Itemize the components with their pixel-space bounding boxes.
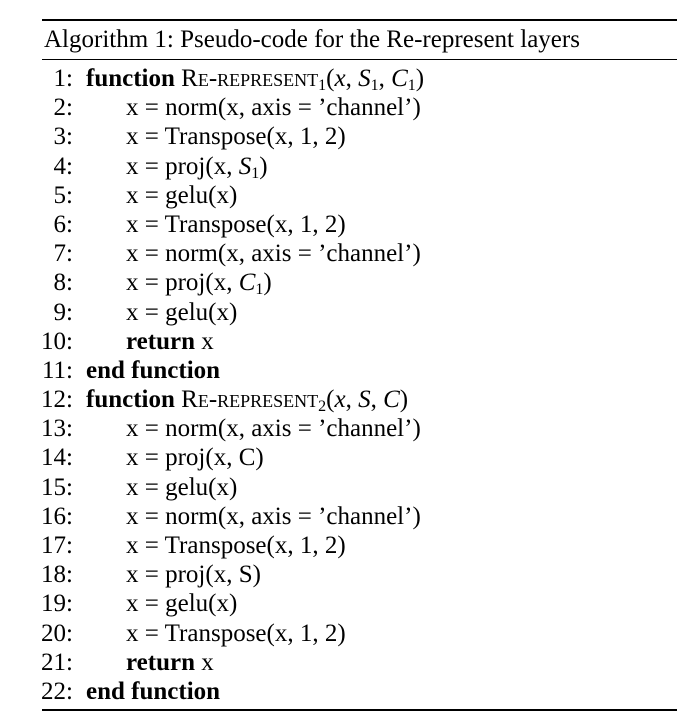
statement: x = Transpose(x, 1, 2): [126, 532, 346, 559]
algorithm-caption: Algorithm 1: Pseudo-code for the Re-represent layers: [44, 26, 580, 53]
code-line: [0, 677, 695, 706]
line-number: 12:: [41, 386, 73, 414]
code-line: [0, 473, 695, 502]
line-number: 7:: [53, 240, 73, 268]
code-line: [0, 648, 695, 677]
code-line: [0, 64, 695, 93]
line-number: 20:: [41, 619, 73, 647]
math-variable: C: [238, 269, 256, 297]
math-variable: C: [383, 386, 400, 414]
code-line: [0, 443, 695, 472]
code-text: [126, 152, 268, 181]
code-line: [0, 560, 695, 589]
keyword-return: return: [126, 327, 195, 355]
line-number: 13:: [41, 415, 73, 443]
line-number: 11:: [41, 356, 73, 384]
keyword-return: return: [126, 648, 195, 676]
code-line: [0, 298, 695, 327]
statement: x = proj(x, C): [126, 444, 264, 472]
code-text: function Re-represent$_1$(x, $S_1$, $C_1$): [86, 65, 425, 94]
code-line: [0, 268, 695, 297]
code-text: function Re-represent$_2$(x, S, C): [86, 386, 409, 416]
code-text: [126, 210, 346, 239]
code-line: [0, 531, 695, 560]
code-text: [126, 473, 237, 502]
line-number: 8:: [53, 269, 73, 297]
line-number: 14:: [41, 444, 73, 472]
code-line: [0, 181, 695, 210]
statement: x = proj(x, S): [126, 561, 261, 589]
line-number: 6:: [53, 210, 73, 238]
code-text: [126, 589, 237, 618]
statement: x = gelu(x): [126, 590, 238, 618]
code-text: [126, 648, 214, 677]
math-variable: x: [334, 65, 346, 92]
statement: x = norm(x, axis = ’channel’): [126, 240, 421, 268]
function-subscript: 2: [318, 398, 327, 416]
code-text: [126, 268, 272, 297]
line-number: 4:: [53, 152, 73, 180]
return-value: x: [201, 327, 214, 355]
line-number: 18:: [41, 561, 73, 589]
line-number: 19:: [41, 590, 73, 618]
code-line: [0, 619, 695, 648]
keyword-function: function: [86, 65, 175, 92]
statement: x = norm(x, axis = ’channel’): [126, 94, 421, 122]
statement: x = Transpose(x, 1, 2): [126, 123, 346, 151]
line-number: 9:: [53, 298, 73, 326]
code-text: [126, 619, 346, 648]
code-text: [126, 122, 346, 151]
code-line: [0, 502, 695, 531]
code-line: [0, 210, 695, 239]
code-line: [0, 414, 695, 443]
algorithm-body: [0, 64, 695, 706]
code-text: [86, 677, 220, 706]
line-number: 16:: [41, 502, 73, 530]
line-number: 2:: [53, 94, 73, 122]
code-line: [0, 152, 695, 181]
statement: x = gelu(x): [126, 473, 238, 501]
math-variable: $S_1$: [358, 65, 379, 94]
statement: x = Transpose(x, 1, 2): [126, 619, 346, 647]
statement: x = Transpose(x, 1, 2): [126, 210, 346, 238]
keyword-end-function: end function: [86, 356, 221, 384]
statement: x = proj(x,: [126, 269, 239, 297]
math-variable: S: [238, 152, 252, 180]
statement-tail: ): [263, 269, 272, 297]
statement: x = norm(x, axis = ’channel’): [126, 502, 421, 530]
math-variable: x: [334, 386, 346, 414]
code-text: [126, 443, 264, 472]
line-number: 15:: [41, 473, 73, 501]
function-subscript: 1: [318, 77, 327, 94]
code-line: [0, 122, 695, 151]
line-number: 21:: [41, 648, 73, 676]
keyword-end-function: end function: [86, 677, 221, 705]
code-text: [126, 93, 421, 122]
statement-tail: ): [259, 152, 268, 180]
subscript: 1: [255, 281, 264, 299]
keyword-function: function: [86, 386, 175, 414]
caption-rule: [42, 59, 677, 60]
code-text: [126, 502, 421, 531]
statement: x = gelu(x): [126, 181, 238, 209]
code-text: [86, 356, 220, 385]
code-text: [126, 181, 237, 210]
code-line: [0, 239, 695, 268]
function-name: Re-represent: [181, 386, 319, 414]
line-number: 3:: [53, 123, 73, 151]
line-number: 17:: [41, 532, 73, 559]
line-number: 1:: [53, 65, 73, 92]
code-text: [126, 560, 261, 589]
code-line: [0, 327, 695, 356]
code-line: [0, 385, 695, 414]
code-text: [126, 239, 421, 268]
code-text: [126, 414, 421, 443]
function-name: Re-represent: [181, 65, 319, 92]
subscript: 1: [407, 77, 416, 94]
code-line: [0, 356, 695, 385]
return-value: x: [201, 648, 214, 676]
code-line: [0, 589, 695, 618]
code-text: [126, 298, 237, 327]
line-number: 5:: [53, 181, 73, 209]
line-number: 22:: [41, 677, 73, 705]
math-variable: $C_1$: [391, 65, 416, 94]
statement: x = proj(x,: [126, 152, 239, 180]
code-line: [0, 93, 695, 122]
subscript: 1: [251, 164, 260, 182]
statement: x = gelu(x): [126, 298, 238, 326]
math-variable: S: [358, 386, 371, 414]
line-number: 10:: [41, 327, 73, 355]
subscript: 1: [370, 77, 379, 94]
code-text: [126, 531, 346, 560]
code-text: [126, 327, 214, 356]
statement: x = norm(x, axis = ’channel’): [126, 415, 421, 443]
bottom-rule: [42, 709, 677, 711]
